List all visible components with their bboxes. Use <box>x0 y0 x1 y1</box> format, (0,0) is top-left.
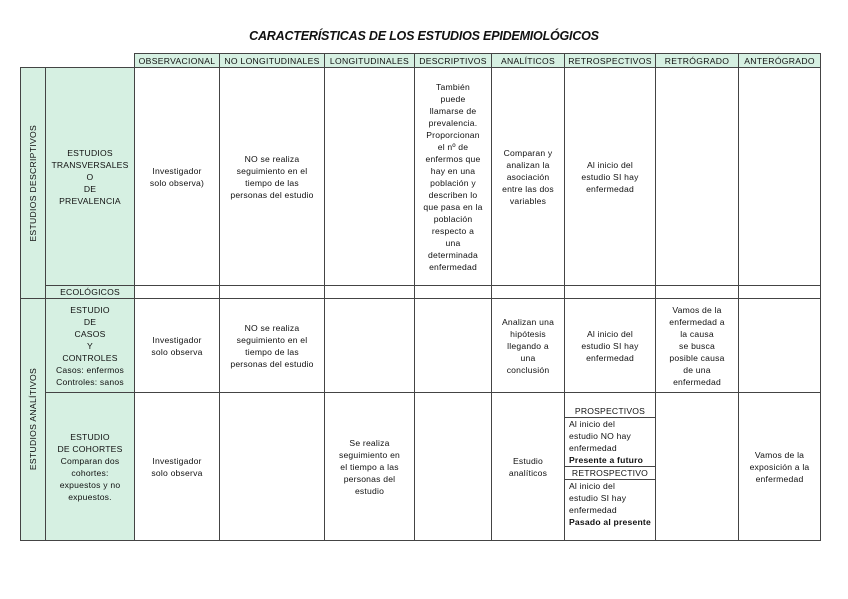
retrospectivo-bold: Pasado al presente <box>569 517 651 527</box>
cell-transversales-observacional: Investigador solo observa) <box>135 68 220 286</box>
group-descriptivos <box>21 68 46 299</box>
retrospectivo-header: RETROSPECTIVO <box>565 467 655 480</box>
cell-transversales-descriptivos: También puede llamarse de prevalencia. Proporcionan el nº de enfermos que hay en una población y describen lo que pasa en la población respecto a una determinada enfermedad <box>415 68 492 286</box>
cell-casos-retrogrado: Vamos de la enfermedad a la causa se busca posible causa de una enfermedad <box>656 299 739 393</box>
prospectivos-bold: Presente a futuro <box>569 455 644 465</box>
cell-cohortes-retrospectivos <box>565 393 656 541</box>
prospectivos-header: PROSPECTIVOS <box>565 405 655 418</box>
row-label-cohortes: ESTUDIO DE COHORTES Comparan dos cohortes: expuestos y no expuestos. <box>46 393 135 541</box>
col-header-retrospectivos: RETROSPECTIVOS <box>565 54 656 68</box>
cell-ecologicos-descriptivos <box>415 286 492 299</box>
col-header-retrogrado: RETRÓGRADO <box>656 54 739 68</box>
col-header-longitudinales: LONGITUDINALES <box>325 54 415 68</box>
prospectivos-text <box>565 418 655 467</box>
row-label-ecologicos: ECOLÓGICOS <box>46 286 135 299</box>
retrospectivo-description: Al inicio del estudio SI hay enfermedad <box>569 481 627 515</box>
cell-casos-observacional: Investigador solo observa <box>135 299 220 393</box>
row-label-casos-controles: ESTUDIO DE CASOS Y CONTROLES Casos: enfermos Controles: sanos <box>46 299 135 393</box>
cell-ecologicos-analiticos <box>492 286 565 299</box>
col-header-anterogrado: ANTERÓGRADO <box>739 54 821 68</box>
cell-ecologicos-observacional <box>135 286 220 299</box>
cell-ecologicos-no-longitudinales <box>220 286 325 299</box>
prospectivos-description: Al inicio del estudio NO hay enfermedad <box>569 419 632 453</box>
cell-cohortes-descriptivos <box>415 393 492 541</box>
cell-casos-descriptivos <box>415 299 492 393</box>
col-header-observacional: OBSERVACIONAL <box>135 54 220 68</box>
header-row <box>21 54 821 68</box>
studies-table <box>20 53 821 541</box>
cell-transversales-longitudinales <box>325 68 415 286</box>
group-analiticos <box>21 299 46 541</box>
col-header-no-longitudinales: NO LONGITUDINALES <box>220 54 325 68</box>
cell-cohortes-retrogrado <box>656 393 739 541</box>
cell-ecologicos-anterogrado <box>739 286 821 299</box>
row-ecologicos <box>21 286 821 299</box>
group-descriptivos-label: ESTUDIOS DESCRIPTIVOS <box>28 124 38 242</box>
cell-casos-analiticos: Analizan una hipótesis llegando a una conclusión <box>492 299 565 393</box>
col-header-analiticos: ANALÍTICOS <box>492 54 565 68</box>
cell-transversales-no-longitudinales: NO se realiza seguimiento en el tiempo de las personas del estudio <box>220 68 325 286</box>
cell-casos-anterogrado <box>739 299 821 393</box>
cell-transversales-analiticos: Comparan y analizan la asociación entre las dos variables <box>492 68 565 286</box>
row-casos-controles <box>21 299 821 393</box>
row-cohortes <box>21 393 821 541</box>
cell-ecologicos-longitudinales <box>325 286 415 299</box>
cell-ecologicos-retrogrado <box>656 286 739 299</box>
prospectivos-retrospectivo-subtable <box>565 405 655 528</box>
cell-casos-longitudinales <box>325 299 415 393</box>
row-label-transversales: ESTUDIOS TRANSVERSALES O DE PREVALENCIA <box>46 68 135 286</box>
cell-cohortes-observacional: Investigador solo observa <box>135 393 220 541</box>
cell-transversales-retrogrado <box>656 68 739 286</box>
cell-cohortes-analiticos: Estudio analíticos <box>492 393 565 541</box>
cell-casos-retrospectivos: Al inicio del estudio SI hay enfermedad <box>565 299 656 393</box>
cell-cohortes-anterogrado: Vamos de la exposición a la enfermedad <box>739 393 821 541</box>
retrospectivo-text <box>565 480 655 529</box>
col-header-descriptivos: DESCRIPTIVOS <box>415 54 492 68</box>
page-title: CARACTERÍSTICAS DE LOS ESTUDIOS EPIDEMIOLÓGICOS <box>249 29 599 43</box>
cell-transversales-retrospectivos: Al inicio del estudio SI hay enfermedad <box>565 68 656 286</box>
group-analiticos-label: ESTUDIOS ANALÍTIVOS <box>28 368 38 471</box>
cell-casos-no-longitudinales: NO se realiza seguimiento en el tiempo de las personas del estudio <box>220 299 325 393</box>
row-transversales <box>21 68 821 286</box>
cell-ecologicos-retrospectivos <box>565 286 656 299</box>
cell-cohortes-longitudinales: Se realiza seguimiento en el tiempo a las personas del estudio <box>325 393 415 541</box>
cell-cohortes-no-longitudinales <box>220 393 325 541</box>
cell-transversales-anterogrado <box>739 68 821 286</box>
